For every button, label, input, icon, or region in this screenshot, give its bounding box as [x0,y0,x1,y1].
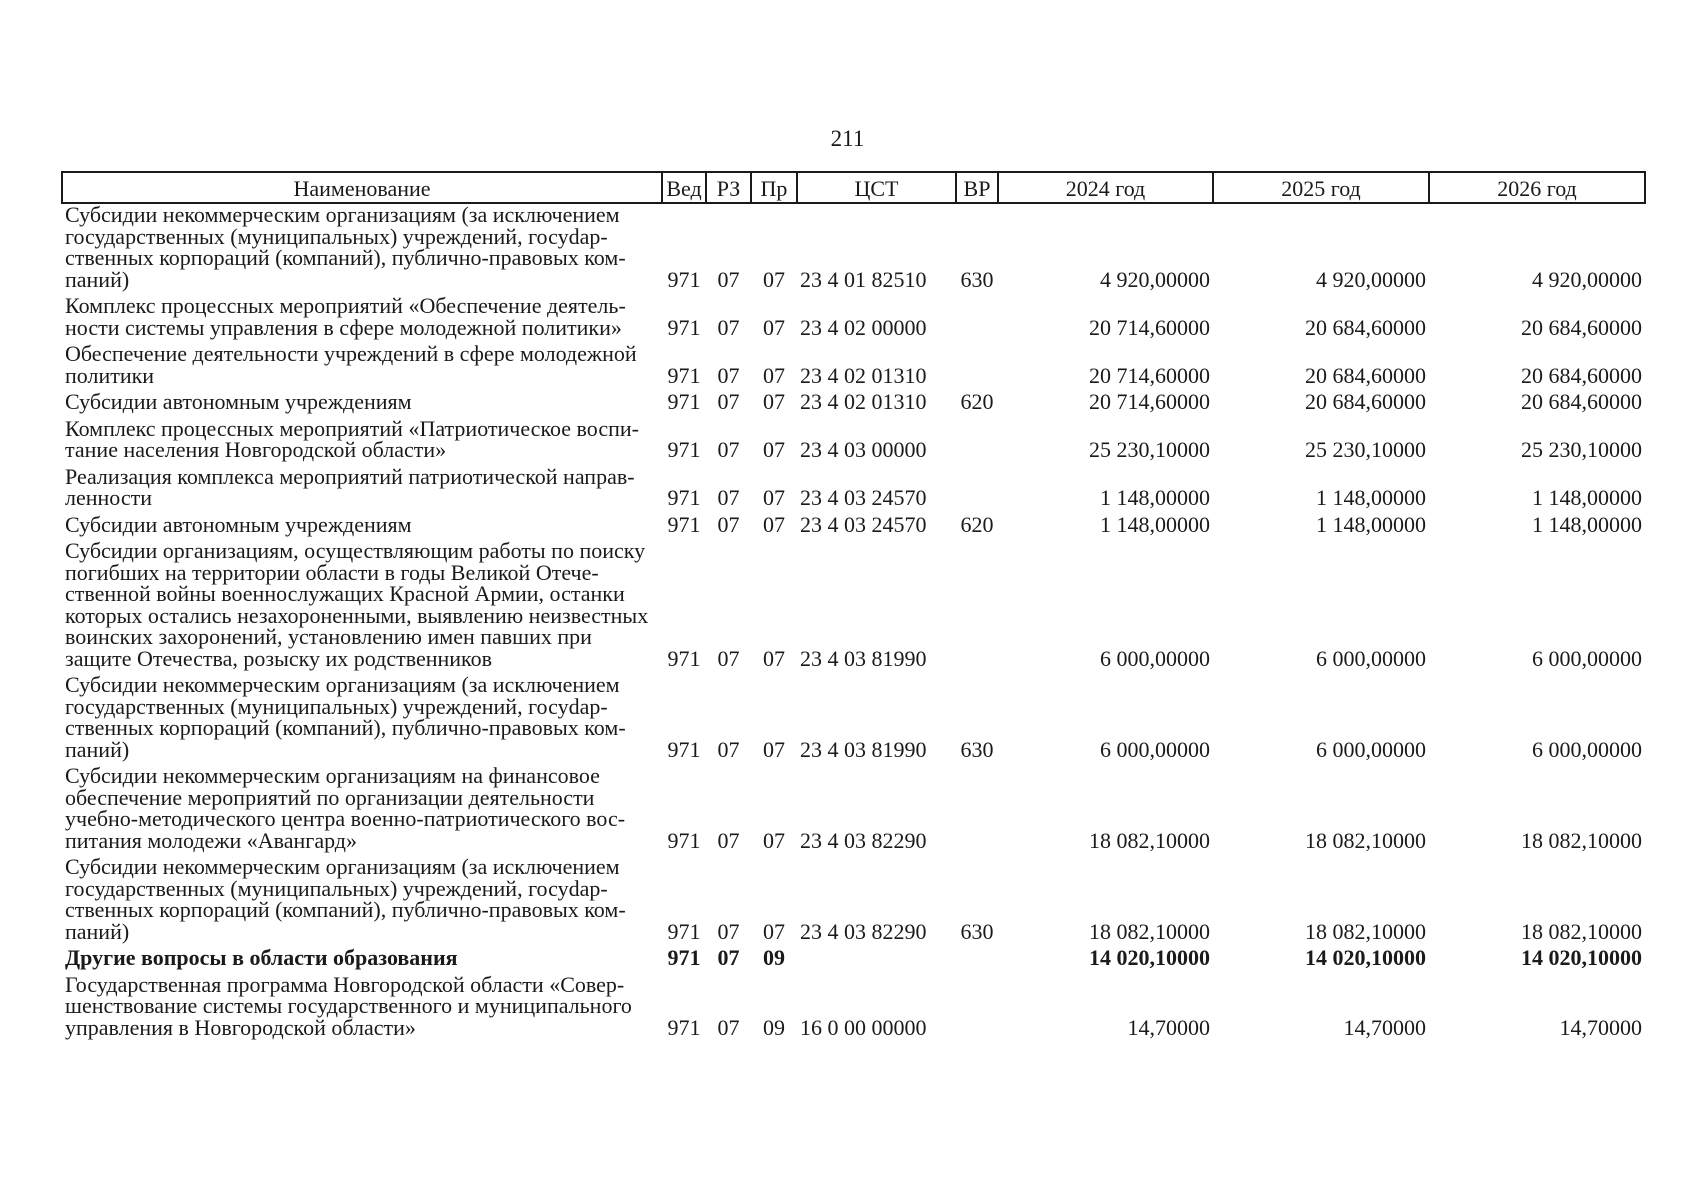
cell-2026: 14,70000 [1559,1014,1642,1040]
cell-2026: 1 148,00000 [1532,485,1642,510]
table-row [62,418,1645,466]
table-body [62,203,1645,1043]
cell-rz: 07 [717,645,740,671]
cell-pr: 07 [763,314,785,340]
cell-pr: 07 [763,389,785,414]
cell-cst: 23 4 03 81990 [800,736,927,762]
cell-2026: 20 684,60000 [1521,362,1642,388]
cell-name: Государственная программа Новгородской области «Совершенствование системы государственного и муниципального управления в Новгородской области» [65,971,632,1040]
header-row [62,172,1645,203]
cell-pr: 07 [763,437,785,462]
header-2025: 2025 год [1213,172,1429,203]
cell-rz: 07 [717,266,740,292]
cell-pr: 07 [763,362,785,388]
cell-2024: 6 000,00000 [1100,645,1210,671]
cell-vr [956,765,998,856]
cell-2024: 20 714,60000 [1089,314,1210,340]
cell-2025: 1 148,00000 [1316,485,1426,510]
cell-name: Комплекс процессных мероприятий «Патриотическое воспитание населения Новгородской области» [65,415,639,462]
cell-cst: 23 4 02 01310 [800,389,927,414]
cell-rz: 07 [717,511,740,537]
cell-pr: 09 [763,945,785,970]
header-2026: 2026 год [1429,172,1645,203]
cell-ved: 971 [667,827,701,853]
table-header [62,172,1645,203]
cell-ved: 971 [667,389,701,414]
cell-rz: 07 [717,362,740,388]
cell-name: Реализация комплекса мероприятий патриотической направленности [65,463,635,510]
cell-cst: 23 4 03 24570 [800,511,927,537]
cell-cst: 23 4 01 82510 [800,266,927,292]
cell-cst: 23 4 02 01310 [800,362,927,388]
cell-cst: 23 4 03 81990 [800,645,927,671]
cell-name: Субсидии некоммерческим организациям на финансовое обеспечение мероприятий по организации деятельности учебно-методического центра военно-патриотического воспитания молодежи «Авангард» [65,763,626,853]
cell-2026: 18 082,10000 [1521,827,1642,853]
cell-2026: 20 684,60000 [1521,314,1642,340]
cell-rz: 07 [717,918,740,944]
table-row [62,674,1645,765]
cell-pr: 07 [763,266,785,292]
cell-vr: 620 [960,389,994,414]
table-row [62,540,1645,674]
cell-2024: 6 000,00000 [1100,736,1210,762]
cell-vr [956,343,998,391]
cell-rz: 07 [717,314,740,340]
cell-name: Другие вопросы в области образования [65,945,458,970]
cell-rz: 07 [717,736,740,762]
cell-name: Субсидии некоммерческим организациям (за исключением государственных (муниципальных) учреждений, госуdарственных корпораций (компаний), публично-правовых компаний) [65,854,626,944]
cell-2024: 20 714,60000 [1089,362,1210,388]
cell-rz: 07 [717,485,740,510]
cell-name: Субсидии автономным учреждениям [65,511,412,537]
cell-vr [956,974,998,1044]
cell-pr: 07 [763,511,785,537]
table-row [62,514,1645,541]
cell-name: Субсидии организациям, осуществляющим работы по поиску погибших на территории области в годы Великой Отечественной войны военнослужащих Красной Армии, останки которых остались незахороненными, выявлению неизвестных воинских захоронений, установлению имен павших при защите Отечества, розыску их родственников [65,538,649,671]
cell-2026: 6 000,00000 [1532,736,1642,762]
cell-cst: 23 4 03 24570 [800,485,927,510]
cell-rz: 07 [717,827,740,853]
cell-pr: 07 [763,645,785,671]
cell-cst [797,947,956,974]
cell-2025: 25 230,10000 [1305,437,1426,462]
cell-vr [956,295,998,343]
cell-2025: 20 684,60000 [1305,389,1426,414]
cell-2026: 1 148,00000 [1532,511,1642,537]
cell-name: Субсидии некоммерческим организациям (за исключением государственных (муниципальных) учреждений, госуdарственных корпораций (компаний), публично-правовых компаний) [65,202,626,292]
cell-2025: 14,70000 [1343,1014,1426,1040]
cell-pr: 07 [763,827,785,853]
header-name: Наименование [62,172,662,203]
cell-ved: 971 [667,736,701,762]
cell-2026: 25 230,10000 [1521,437,1642,462]
cell-ved: 971 [667,1014,701,1040]
cell-vr [956,418,998,466]
budget-table [61,171,1646,1043]
cell-2025: 14 020,10000 [1305,945,1426,970]
cell-2024: 4 920,00000 [1100,266,1210,292]
cell-2026: 6 000,00000 [1532,645,1642,671]
cell-ved: 971 [667,266,701,292]
table-row [62,974,1645,1044]
cell-2025: 18 082,10000 [1305,918,1426,944]
cell-2025: 20 684,60000 [1305,314,1426,340]
table-row [62,947,1645,974]
cell-2024: 18 082,10000 [1089,827,1210,853]
cell-2024: 18 082,10000 [1089,918,1210,944]
cell-cst: 23 4 02 00000 [800,314,927,340]
table-row [62,203,1645,295]
cell-2026: 4 920,00000 [1532,266,1642,292]
cell-ved: 971 [667,362,701,388]
header-vr: ВР [956,172,998,203]
cell-2024: 14 020,10000 [1089,945,1210,970]
cell-ved: 971 [667,511,701,537]
cell-cst: 23 4 03 82290 [800,827,927,853]
cell-pr: 07 [763,485,785,510]
cell-2025: 1 148,00000 [1316,511,1426,537]
cell-ved: 971 [667,314,701,340]
cell-name: Комплекс процессных мероприятий «Обеспечение деятельности системы управления в сфере молодежной политики» [65,293,626,340]
cell-vr [956,466,998,514]
cell-vr: 630 [960,918,994,944]
cell-rz: 07 [717,945,740,970]
table-row [62,391,1645,418]
cell-rz: 07 [717,437,740,462]
cell-pr: 07 [763,736,785,762]
table-row [62,765,1645,856]
cell-2025: 6 000,00000 [1316,736,1426,762]
cell-rz: 07 [717,389,740,414]
page-number: 211 [830,126,865,151]
cell-ved: 971 [667,945,701,970]
cell-name: Субсидии автономным учреждениям [65,389,412,414]
header-2024: 2024 год [998,172,1213,203]
header-rz: РЗ [706,172,751,203]
cell-ved: 971 [667,918,701,944]
cell-vr: 630 [960,266,994,292]
cell-cst: 16 0 00 00000 [800,1014,927,1040]
cell-rz: 07 [717,1014,740,1040]
cell-2025: 6 000,00000 [1316,645,1426,671]
header-cst: ЦСТ [797,172,956,203]
cell-cst: 23 4 03 82290 [800,918,927,944]
table-row [62,856,1645,947]
cell-vr [956,540,998,674]
header-pr: Пр [751,172,797,203]
table-row [62,343,1645,391]
cell-2026: 20 684,60000 [1521,389,1642,414]
cell-vr: 620 [960,511,994,537]
cell-pr: 07 [763,918,785,944]
cell-2026: 18 082,10000 [1521,918,1642,944]
cell-pr: 09 [763,1014,785,1040]
table-row [62,466,1645,514]
cell-2024: 1 148,00000 [1100,511,1210,537]
cell-ved: 971 [667,485,701,510]
cell-ved: 971 [667,437,701,462]
cell-2024: 20 714,60000 [1089,389,1210,414]
cell-2025: 18 082,10000 [1305,827,1426,853]
cell-name: Субсидии некоммерческим организациям (за исключением государственных (муниципальных) учреждений, госуdарственных корпораций (компаний), публично-правовых компаний) [65,672,626,762]
cell-name: Обеспечение деятельности учреждений в сфере молодежной политики [65,341,637,388]
cell-2024: 25 230,10000 [1089,437,1210,462]
cell-cst: 23 4 03 00000 [800,437,927,462]
cell-2025: 4 920,00000 [1316,266,1426,292]
cell-vr [956,947,998,974]
cell-ved: 971 [667,645,701,671]
header-ved: Вед [662,172,706,203]
cell-2024: 14,70000 [1127,1014,1210,1040]
cell-2024: 1 148,00000 [1100,485,1210,510]
cell-2025: 20 684,60000 [1305,362,1426,388]
table-row [62,295,1645,343]
cell-2026: 14 020,10000 [1521,945,1642,970]
cell-vr: 630 [960,736,994,762]
